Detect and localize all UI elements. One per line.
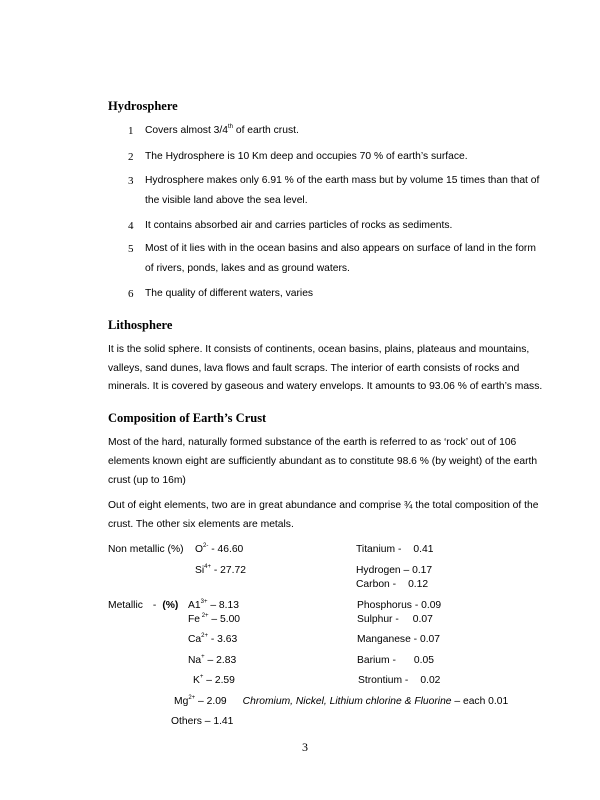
lithosphere-heading: Lithosphere xyxy=(108,318,173,332)
metallic-label: Metallic - (%) xyxy=(108,600,179,611)
list-item: It contains absorbed air and carries particles of rocks as sediments. xyxy=(145,220,453,231)
paragraph-line: crust (up to 16m) xyxy=(108,475,186,486)
list-number: 5 xyxy=(128,243,134,255)
element-value: Fe $^{2+}$ – 5.00 xyxy=(188,613,241,625)
element-value: Carbon - 0.12 xyxy=(356,579,429,590)
element-value: $Mg^{2+} - 2.09$ Chromium, Nickel, Lithium chlorine & Fluorine – each 0.01 xyxy=(174,695,509,707)
paragraph-line: minerals. It is covered by gaseous and watery envelops. It amounts to 93.06 % of earth’s mass. xyxy=(108,381,543,392)
hydrosphere-heading: Hydrosphere xyxy=(108,99,178,113)
element-value: K+ – 2.59 xyxy=(193,674,235,686)
list-item: Most of it lies with in the ocean basins and also appears on surface of land in the form xyxy=(145,243,536,254)
list-item: Hydrosphere makes only 6.91 % of the earth mass but by volume 15 times than that of xyxy=(145,175,540,186)
paragraph-line: valleys, sand dunes, lava flows and fault scraps. The interior of earth consists of rocks and xyxy=(108,363,520,374)
composition-heading: Composition of Earth’s Crust xyxy=(108,411,267,425)
list-number: 2 xyxy=(128,151,134,163)
list-number: 1 xyxy=(128,125,134,137)
element-value: Hydrogen – 0.17 xyxy=(356,565,433,576)
list-item: Covers almost 3/4th of earth crust. xyxy=(145,124,299,136)
list-item: The quality of different waters, varies xyxy=(145,288,314,299)
list-item-continuation: the visible land above the sea level. xyxy=(145,195,308,206)
paragraph-line: crust. The other six elements are metals. xyxy=(108,519,294,530)
element-value: $A1^{3+} - 8.13$ xyxy=(188,599,239,611)
element-value: Sulphur - 0.07 xyxy=(357,614,433,625)
element-value: Strontium - 0.02 xyxy=(358,675,441,686)
element-value: $Si^{4+} - 27.72$ xyxy=(195,564,246,576)
element-value: $Ca^{2+} - 3.63$ xyxy=(188,633,238,645)
element-value: Barium - 0.05 xyxy=(357,655,434,666)
element-value: Phosphorus - 0.09 xyxy=(357,600,442,611)
nonmetallic-label: Non metallic (%) xyxy=(108,544,184,555)
element-value: Na+ – 2.83 xyxy=(188,654,237,666)
element-value: Titanium - 0.41 xyxy=(356,544,434,555)
list-number: 6 xyxy=(128,288,134,300)
list-number: 4 xyxy=(128,220,134,232)
element-value: $O^{2-} - 46.60$ xyxy=(195,543,244,555)
list-number: 3 xyxy=(128,175,134,187)
list-item-continuation: of rivers, ponds, lakes and as ground waters. xyxy=(145,263,350,274)
list-item: The Hydrosphere is 10 Km deep and occupies 70 % of earth’s surface. xyxy=(145,151,468,162)
paragraph-line: It is the solid sphere. It consists of continents, ocean basins, plains, plateaus and mountains, xyxy=(108,344,530,355)
others-value: Others – 1.41 xyxy=(171,716,234,727)
page-number: 3 xyxy=(302,740,308,754)
paragraph-line: elements known eight are sufficiently abundant as to constitute 98.6 % (by weight) of the earth xyxy=(108,456,538,467)
paragraph-line: Out of eight elements, two are in great abundance and comprise ¾ the total composition of the xyxy=(108,500,539,511)
element-value: Manganese - 0.07 xyxy=(357,634,441,645)
paragraph-line: Most of the hard, naturally formed substance of the earth is referred to as ‘rock’ out of 106 xyxy=(108,437,517,448)
